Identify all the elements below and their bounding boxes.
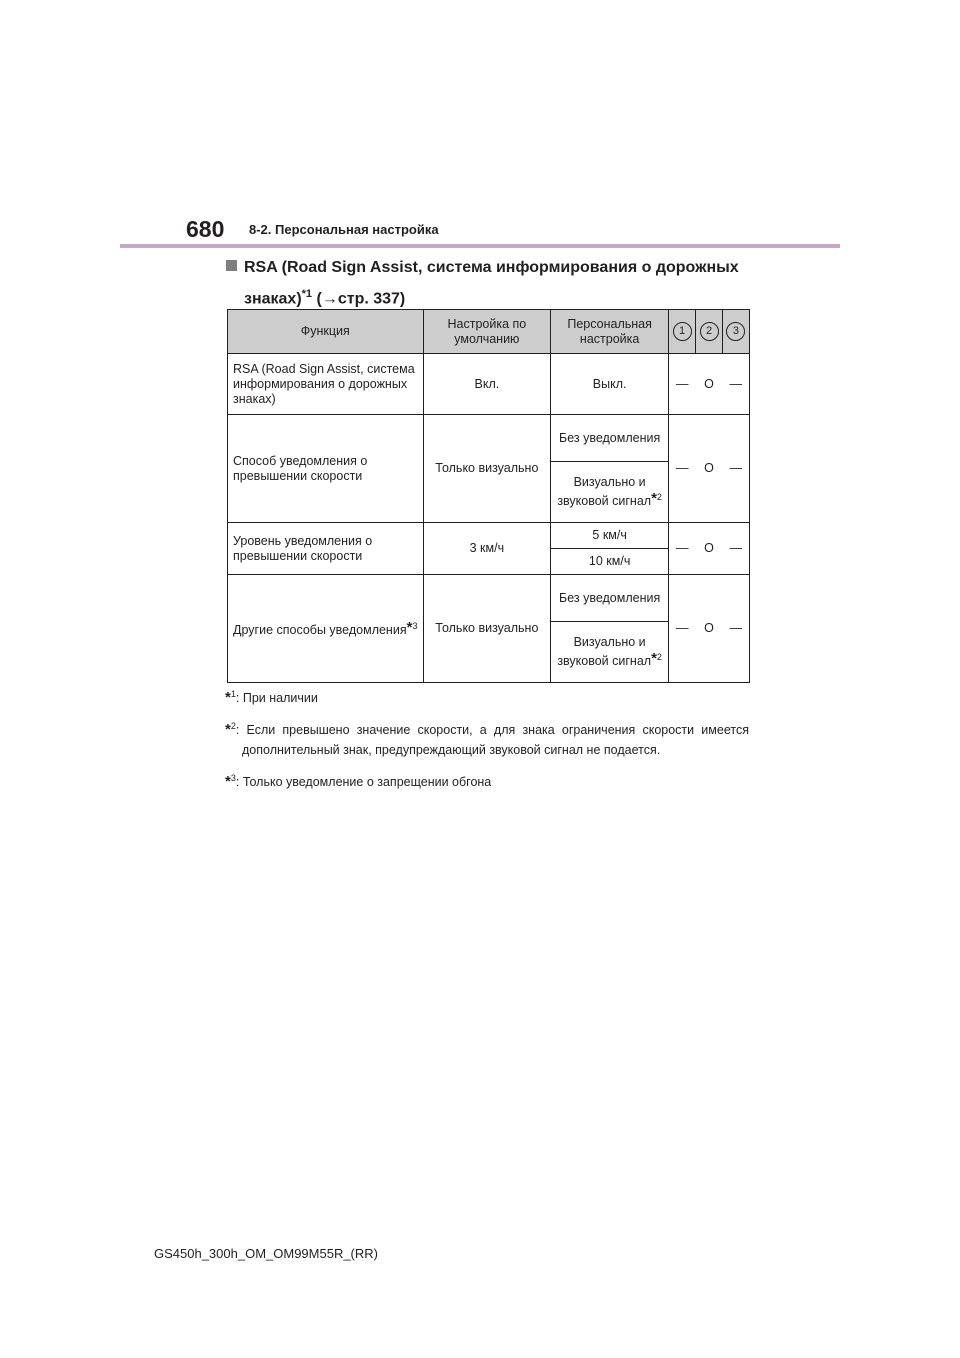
table-row <box>228 575 750 622</box>
header-function: Функция <box>228 310 424 354</box>
header-mark-2 <box>696 310 723 354</box>
rsa-mark-2: O <box>704 376 714 391</box>
heading-footnote-mark: *1 <box>301 288 313 300</box>
method-mark-3: — <box>722 415 749 523</box>
other-mark-1: — <box>669 575 696 683</box>
circled-1-icon: 1 <box>673 322 692 341</box>
footnote-1: *$^1$: При наличии <box>225 689 318 707</box>
header-default: Настройка по умолчанию <box>423 310 551 354</box>
circled-2-icon: 2 <box>700 322 719 341</box>
method-mark-1: — <box>669 415 696 523</box>
page-number: 680 <box>186 216 225 242</box>
table-row <box>228 354 750 415</box>
heading-page-ref[interactable]: (→стр. 337) <box>312 290 406 308</box>
rsa-personal: Выкл. <box>551 354 669 415</box>
footnote-2: *$^2$: Если превышено значение скорости, а для знака ограничения скорости имеется дополнительный знак, предупреждающий звуковой сигнал не подается. <box>225 721 749 758</box>
section-title: 8-2. Персональная настройка <box>249 222 439 237</box>
footnote-3: *$^3$: Только уведомление о запрещении обгона <box>225 773 492 791</box>
method-mark-2: O <box>696 415 723 523</box>
rsa-mark-1: — <box>676 376 689 391</box>
rsa-function: RSA (Road Sign Assist, система информирования о дорожных знаках) <box>228 354 424 415</box>
other-option-1: Без уведомления <box>551 575 669 622</box>
other-mark-2: O <box>696 575 723 683</box>
header-rule <box>120 244 840 248</box>
square-bullet-icon <box>226 260 237 271</box>
header-mark-1 <box>669 310 696 354</box>
method-function: Способ уведомления о превышении скорости <box>228 415 424 523</box>
section-heading <box>226 255 766 312</box>
level-option-2: 10 км/ч <box>551 549 669 575</box>
rsa-mark-3: — <box>722 354 749 415</box>
method-default: Только визуально <box>423 415 551 523</box>
footer-code: GS450h_300h_OM_OM99M55R_(RR) <box>154 1246 378 1261</box>
heading-line-2: знаках) <box>244 290 302 308</box>
other-default: Только визуально <box>423 575 551 683</box>
level-mark-2: O <box>696 523 723 575</box>
method-option-2: Визуально и звуковой сигнал*$^2$ <box>551 462 669 523</box>
level-function: Уровень уведомления о превышении скорости <box>228 523 424 575</box>
rsa-default: Вкл. <box>423 354 551 415</box>
level-option-1: 5 км/ч <box>551 523 669 549</box>
other-option-2: Визуально и звуковой сигнал*$^2$ <box>551 622 669 683</box>
level-mark-1: — <box>669 523 696 575</box>
header-mark-3 <box>722 310 749 354</box>
level-default: 3 км/ч <box>423 523 551 575</box>
other-mark-3: — <box>722 575 749 683</box>
table-row <box>228 523 750 549</box>
circled-3-icon: 3 <box>726 322 745 341</box>
header-personal: Персональная настройка <box>551 310 669 354</box>
table-header-row <box>228 310 750 354</box>
table-row <box>228 415 750 462</box>
other-function: Другие способы уведомления*$^3$ <box>228 575 424 683</box>
level-mark-3: — <box>722 523 749 575</box>
footnotes <box>225 684 749 800</box>
heading-line-1: RSA (Road Sign Assist, система информирования о дорожных <box>244 259 739 276</box>
settings-table <box>227 309 750 683</box>
method-option-1: Без уведомления <box>551 415 669 462</box>
